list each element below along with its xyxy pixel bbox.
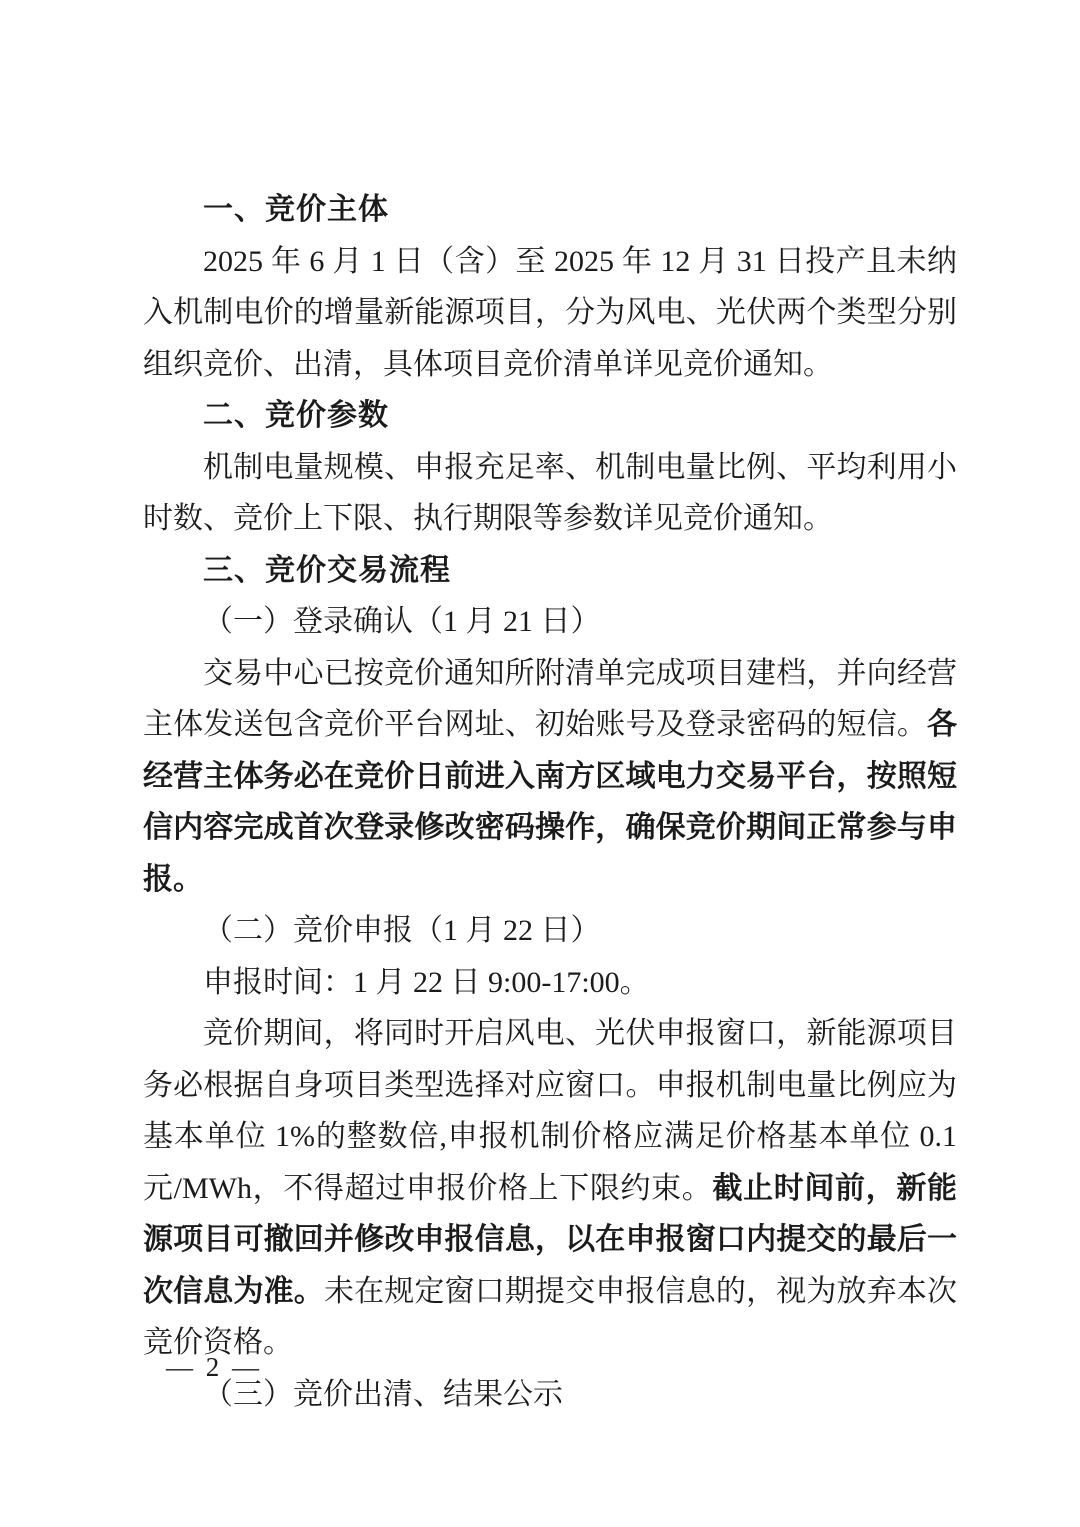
section-heading — [143, 390, 957, 442]
text-run: 2025 年 6 月 1 日（含）至 2025 年 12 月 31 日投产且未纳入机制电价的增量新能源项目，分为风电、光伏两个类型分别组织竞价、出清，具体项目竞价清单详见竞价通知。 — [143, 244, 957, 381]
page-number: — 2 — — [166, 1352, 262, 1382]
text-run: （一）登录确认（1 月 21 日） — [203, 605, 601, 638]
paragraph — [143, 1008, 957, 1369]
text-run: （三）竞价出清、结果公示 — [203, 1377, 563, 1411]
section-heading — [143, 545, 957, 597]
bold-text-run: 各经营主体务必在竞价日前进入南方区域电力交易平台，按照短信内容完成首次登录修改密码操作，确保竞价期间正常参与申报。 — [143, 708, 957, 896]
paragraph — [143, 442, 957, 545]
text-run: （二）竞价申报（1 月 22 日） — [203, 914, 601, 947]
bold-text-run: 三、竞价交易流程 — [203, 553, 451, 587]
text-run: 竞价期间，将同时开启风电、光伏申报窗口，新能源项目务必根据自身项目类型选择对应窗口。申报机制电量比例应为基本单位 1%的整数倍,申报机制价格应满足价格基本单位 0.1 元/MWh，不得超过申报价格上下限约束。 — [143, 1017, 957, 1205]
sub-heading — [143, 596, 957, 648]
text-run: 机制电量规模、申报充足率、机制电量比例、平均利用小时数、竞价上下限、执行期限等参数详见竞价通知。 — [143, 450, 957, 535]
bold-text-run: 一、竞价主体 — [203, 193, 389, 226]
paragraph — [143, 236, 957, 391]
paragraph — [143, 957, 957, 1009]
section-heading — [143, 184, 957, 236]
paragraph — [143, 648, 957, 906]
text-run: 交易中心已按竞价通知所附清单完成项目建档，并向经营主体发送包含竞价平台网址、初始账号及登录密码的短信。 — [143, 656, 957, 741]
bold-text-run: 二、竞价参数 — [203, 399, 389, 432]
sub-heading — [143, 905, 957, 957]
sub-heading — [143, 1369, 957, 1421]
bold-text-run: 截止时间前，新能源项目可撤回并修改申报信息，以在申报窗口内提交的最后一次信息为准。 — [143, 1171, 958, 1308]
text-run: 申报时间：1 月 22 日 9:00-17:00。 — [203, 965, 650, 999]
document-body — [143, 184, 957, 1420]
text-run: 未在规定窗口期提交申报信息的，视为放弃本次竞价资格。 — [143, 1274, 958, 1359]
